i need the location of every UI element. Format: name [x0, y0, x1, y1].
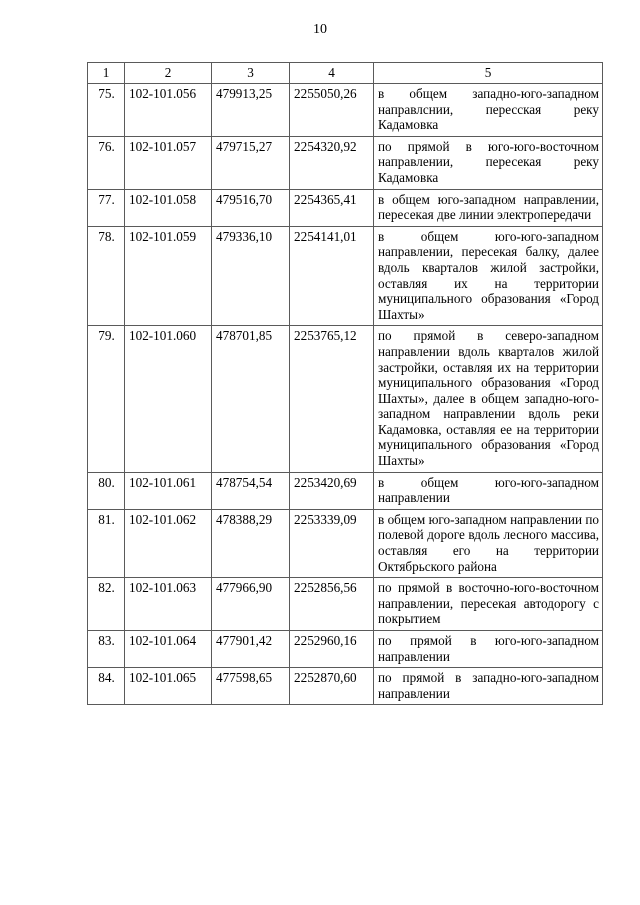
column-header-4: 4	[290, 63, 374, 84]
table-row	[88, 226, 603, 326]
coordinate-y: 2252856,56	[290, 578, 374, 631]
coordinate-y: 2254365,41	[290, 189, 374, 226]
row-number: 75.	[88, 84, 125, 137]
boundary-description: по прямой в северо-западном направлении вдоль кварталов жилой застройки, оставляя их на территории муниципального образования «Город Шахты», далее в общем западно-юго-западном направлении вдоль реки Кадамовка, оставляя ее на территории муниципального образования «Город Шахты»	[374, 326, 603, 472]
boundary-description: по прямой в юго-юго-восточном направлении, пересекая реку Кадамовка	[374, 136, 603, 189]
row-number: 81.	[88, 509, 125, 577]
coordinate-y: 2253420,69	[290, 472, 374, 509]
coordinate-x: 478388,29	[212, 509, 290, 577]
boundary-description: по прямой в юго-юго-западном направлении	[374, 631, 603, 668]
boundary-description: в общем западно-юго-западном направлснии, пересская реку Кадамовка	[374, 84, 603, 137]
column-header-3: 3	[212, 63, 290, 84]
point-code: 102-101.060	[125, 326, 212, 472]
boundary-description: по прямой в восточно-юго-восточном направлении, пересекая автодорогу с покрытием	[374, 578, 603, 631]
boundary-description: по прямой в западно-юго-западном направлении	[374, 668, 603, 705]
row-number: 83.	[88, 631, 125, 668]
coordinate-x: 479336,10	[212, 226, 290, 326]
coordinate-x: 479913,25	[212, 84, 290, 137]
point-code: 102-101.061	[125, 472, 212, 509]
point-code: 102-101.064	[125, 631, 212, 668]
coordinate-x: 478754,54	[212, 472, 290, 509]
coordinate-y: 2255050,26	[290, 84, 374, 137]
row-number: 84.	[88, 668, 125, 705]
row-number: 77.	[88, 189, 125, 226]
table-row	[88, 136, 603, 189]
row-number: 80.	[88, 472, 125, 509]
boundary-description: в общем юго-западном направлении, пересекая две линии электропередачи	[374, 189, 603, 226]
column-header-1: 1	[88, 63, 125, 84]
table-row	[88, 326, 603, 472]
coordinate-y: 2254320,92	[290, 136, 374, 189]
boundary-description: в общем юго-западном направлении по полевой дороге вдоль лесного массива, оставляя его на территории Октябрьского района	[374, 509, 603, 577]
row-number: 76.	[88, 136, 125, 189]
coordinate-x: 477598,65	[212, 668, 290, 705]
table-row	[88, 631, 603, 668]
coordinate-x: 479715,27	[212, 136, 290, 189]
column-header-5: 5	[374, 63, 603, 84]
table-row	[88, 189, 603, 226]
boundary-description: в общем юго-юго-западном направлении	[374, 472, 603, 509]
point-code: 102-101.062	[125, 509, 212, 577]
row-number: 82.	[88, 578, 125, 631]
coordinate-x: 479516,70	[212, 189, 290, 226]
coordinate-x: 477901,42	[212, 631, 290, 668]
point-code: 102-101.065	[125, 668, 212, 705]
table-row	[88, 84, 603, 137]
point-code: 102-101.056	[125, 84, 212, 137]
coordinate-x: 478701,85	[212, 326, 290, 472]
coordinate-y: 2253765,12	[290, 326, 374, 472]
point-code: 102-101.063	[125, 578, 212, 631]
row-number: 79.	[88, 326, 125, 472]
table-row	[88, 578, 603, 631]
table-row	[88, 472, 603, 509]
boundary-description: в общем юго-юго-западном направлении, пересекая балку, далее вдоль кварталов жилой застройки, оставляя их на территории муниципального образования «Город Шахты»	[374, 226, 603, 326]
coordinate-y: 2254141,01	[290, 226, 374, 326]
coordinate-y: 2252960,16	[290, 631, 374, 668]
row-number: 78.	[88, 226, 125, 326]
point-code: 102-101.059	[125, 226, 212, 326]
page-number: 10	[313, 22, 327, 37]
table-row	[88, 509, 603, 577]
boundary-table	[87, 62, 603, 705]
coordinate-y: 2253339,09	[290, 509, 374, 577]
table-header-row	[88, 63, 603, 84]
coordinate-y: 2252870,60	[290, 668, 374, 705]
point-code: 102-101.057	[125, 136, 212, 189]
point-code: 102-101.058	[125, 189, 212, 226]
table-row	[88, 668, 603, 705]
coordinate-x: 477966,90	[212, 578, 290, 631]
column-header-2: 2	[125, 63, 212, 84]
